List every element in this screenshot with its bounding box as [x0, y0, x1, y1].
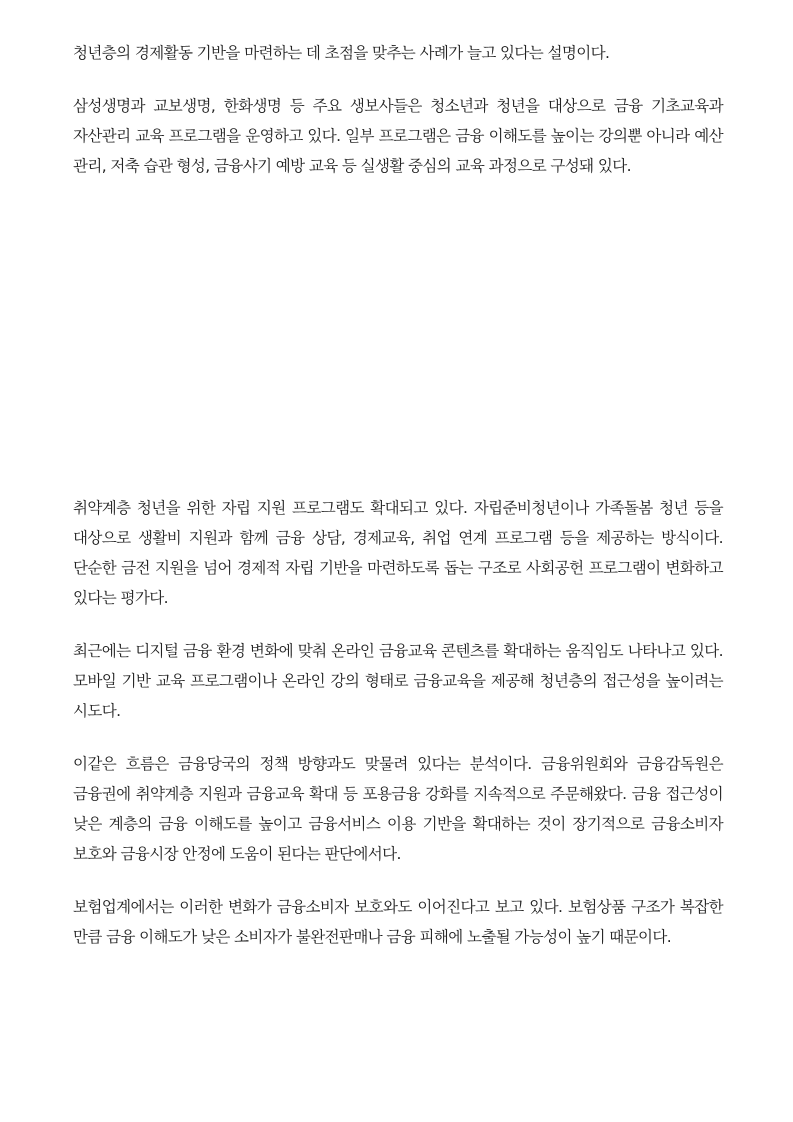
article-paragraph: 취약계층 청년을 위한 자립 지원 프로그램도 확대되고 있다. 자립준비청년이나 가족돌봄 청년 등을 대상으로 생활비 지원과 함께 금융 상담, 경제교육, 취업 연계 프로그램 등을 제공하는 방식이다. 단순한 금전 지원을 넘어 경제적 자립 기반을 마련하도록 돕는 구조로 사회공헌 프로그램이 변화하고 있다는 평가다. — [73, 499, 723, 607]
article-paragraph: 보험업계에서는 이러한 변화가 금융소비자 보호와도 이어진다고 보고 있다. 보험상품 구조가 복잡한 만큼 금융 이해도가 낮은 소비자가 불완전판매나 금융 피해에 노출될 가능성이 높기 때문이다. — [73, 898, 723, 946]
article-paragraph: 청년층의 경제활동 기반을 마련하는 데 초점을 맞추는 사례가 늘고 있다는 설명이다. — [73, 44, 610, 62]
blank-area — [73, 181, 723, 493]
article-body — [73, 38, 723, 952]
article-paragraph: 삼성생명과 교보생명, 한화생명 등 주요 생보사들은 청소년과 청년을 대상으로 금융 기초교육과 자산관리 교육 프로그램을 운영하고 있다. 일부 프로그램은 금융 이해도를 높이는 강의뿐 아니라 예산 관리, 저축 습관 형성, 금융사기 예방 교육 등 실생활 중심의 교육 과정으로 구성돼 있다. — [73, 97, 723, 175]
article-paragraph: 이같은 흐름은 금융당국의 정책 방향과도 맞물려 있다는 분석이다. 금융위원회와 금융감독원은 금융권에 취약계층 지원과 금융교육 확대 등 포용금융 강화를 지속적으로 주문해왔다. 금융 접근성이 낮은 계층의 금융 이해도를 높이고 금융서비스 이용 기반을 확대하는 것이 장기적으로 금융소비자 보호와 금융시장 안정에 도움이 된다는 판단에서다. — [73, 755, 723, 863]
article-paragraph: 최근에는 디지털 금융 환경 변화에 맞춰 온라인 금융교육 콘텐츠를 확대하는 움직임도 나타나고 있다. 모바일 기반 교육 프로그램이나 온라인 강의 형태로 금융교육을 제공해 청년층의 접근성을 높이려는 시도다. — [73, 642, 723, 720]
